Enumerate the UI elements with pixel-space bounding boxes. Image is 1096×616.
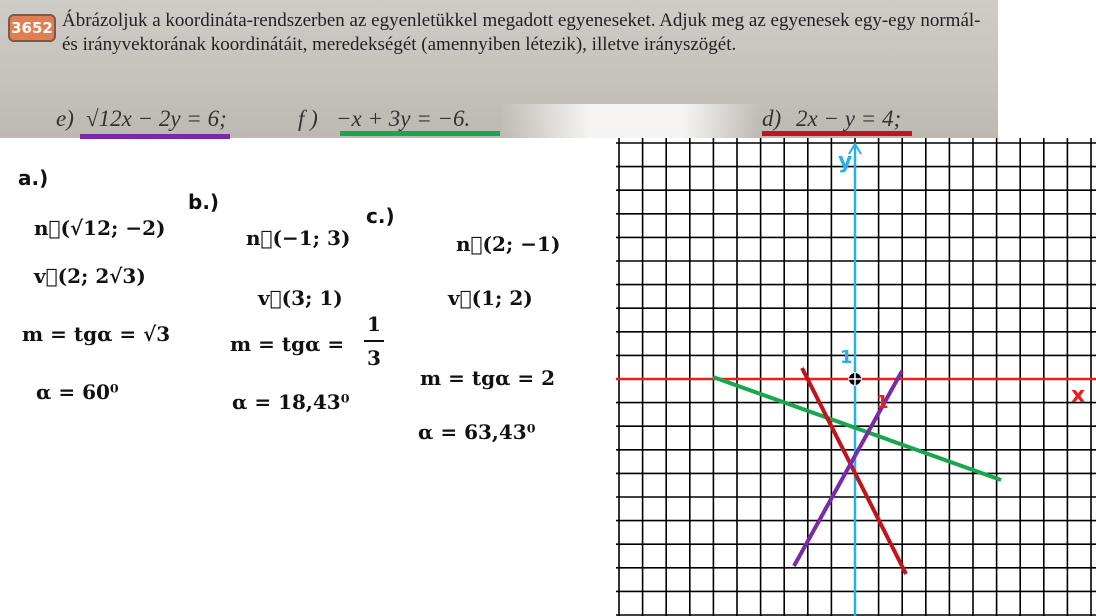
solution-c-slope: m = tgα = 2 [420, 366, 556, 390]
underline-red [762, 131, 912, 136]
solution-b-angle: α = 18,43⁰ [232, 390, 350, 414]
solution-c-angle: α = 63,43⁰ [418, 420, 536, 444]
solution-a-normal-vector: n⃗(√12; −2) [34, 216, 166, 240]
solution-a-label: a.) [18, 166, 49, 190]
solution-c-label: c.) [366, 204, 395, 228]
item-d-equation: 2x − y = 4; [796, 106, 902, 131]
solution-b-direction-vector: v⃗(3; 1) [258, 286, 343, 310]
solution-a-direction-vector: v⃗(2; 2√3) [34, 264, 146, 288]
item-d-label: d) [762, 106, 782, 131]
textbook-photo [0, 0, 998, 138]
underline-green [340, 131, 500, 136]
y-axis-label: y [838, 149, 853, 174]
solution-b-slope-numerator: 1 [367, 312, 381, 336]
unit-x-label: 1 [876, 392, 889, 413]
item-f-label: f ) [298, 106, 318, 131]
solution-a-slope: m = tgα = √3 [22, 322, 171, 346]
solution-b-slope: m = tgα = [230, 332, 345, 356]
solution-a-angle: α = 60⁰ [36, 380, 119, 404]
item-f-equation: −x + 3y = −6. [336, 106, 471, 131]
problem-number-badge: 3652 [8, 14, 56, 42]
solution-c-normal-vector: n⃗(2; −1) [456, 232, 561, 256]
solution-b-normal-vector: n⃗(−1; 3) [246, 226, 351, 250]
line-green [713, 377, 1001, 480]
solution-b-slope-denominator: 3 [367, 346, 381, 370]
solution-c-direction-vector: v⃗(1; 2) [448, 286, 533, 310]
item-e-label: e) [56, 106, 74, 131]
x-axis-label: x [1071, 383, 1086, 408]
problem-statement: Ábrázoljuk a koordináta-rendszerben az egyenletükkel megadott egyeneseket. Adjuk meg az egyenesek egy-egy normál- és irányvektorának koordinátáit, meredekségét (amennyiben létezik), illetve irányszögét. [62, 10, 981, 55]
photo-glare [500, 104, 760, 138]
solution-b-label: b.) [188, 190, 220, 214]
fraction-bar [364, 340, 384, 342]
unit-y-label: 1 [840, 347, 853, 368]
underline-purple [80, 134, 230, 139]
coordinate-grid [616, 138, 1096, 616]
item-e-equation: √12x − 2y = 6; [86, 106, 227, 131]
